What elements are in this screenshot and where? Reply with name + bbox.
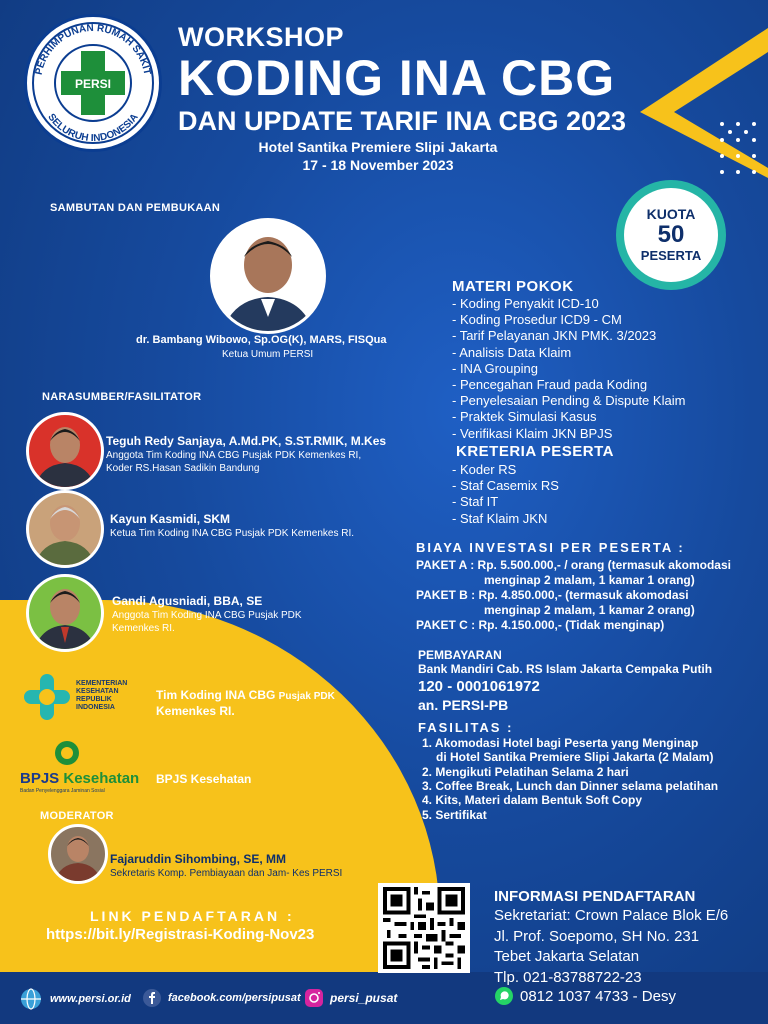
speaker-3-role-line1: Anggota Tim Koding INA CBG Pusjak PDK <box>112 610 302 621</box>
speaker-2-role-line1: Ketua Tim Koding INA CBG Pusjak PDK Kemenkes RI. <box>110 528 354 539</box>
title-sub: DAN UPDATE TARIF INA CBG 2023 <box>178 106 627 136</box>
kriteria-item: - Koder RS <box>452 462 517 477</box>
paket-a-line1: PAKET A : Rp. 5.500.000,- / orang (termasuk akomodasi <box>416 558 731 572</box>
kemenkes-logo-line4: INDONESIA <box>76 704 115 711</box>
instagram-icon <box>304 988 324 1008</box>
info-secretariat: Sekretariat: Crown Palace Blok E/6 <box>494 907 729 924</box>
speaker-1-role-line1: Anggota Tim Koding INA CBG Pusjak PDK Kemenkes RI, <box>106 450 362 461</box>
kemenkes-logo-line2: KESEHATAN <box>76 688 119 695</box>
opening-speaker-role: Ketua Umum PERSI <box>222 349 314 360</box>
pembayaran-bank: Bank Mandiri Cab. RS Islam Jakarta Cempaka Putih <box>418 662 713 676</box>
qr-code[interactable] <box>378 883 470 973</box>
moderator-role: Sekretaris Komp. Pembiayaan dan Jam- Kes PERSI <box>110 868 343 879</box>
materi-item: - Tarif Pelayanan JKN PMK. 3/2023 <box>452 328 657 344</box>
event-dates: 17 - 18 November 2023 <box>302 157 454 173</box>
biaya-heading: BIAYA INVESTASI PER PESERTA : <box>416 540 685 555</box>
kemenkes-logo <box>22 672 72 722</box>
persi-logo <box>24 14 162 152</box>
bpjs-logo-word-a: BPJS <box>20 770 60 787</box>
materi-item: - Analisis Data Klaim <box>452 344 572 360</box>
kriteria-list <box>452 462 559 527</box>
footer-facebook[interactable] <box>142 988 301 1008</box>
info-block <box>494 906 728 988</box>
whatsapp-number: 0812 1037 4733 - Desy <box>520 987 676 1005</box>
speakers-heading: NARASUMBER/FASILITATOR <box>42 391 202 403</box>
opening-speaker-photo <box>210 218 326 334</box>
materi-item: - INA Grouping <box>452 360 538 376</box>
materi-item: - Verifikasi Klaim JKN BPJS <box>452 425 613 441</box>
person-avatar-icon <box>29 577 101 649</box>
logo-center-text: PERSI <box>74 77 112 91</box>
speaker-1-photo <box>26 412 104 490</box>
footer-web-text: www.persi.or.id <box>50 993 131 1005</box>
person-avatar-icon <box>51 827 105 881</box>
yellow-chevron-decoration <box>640 28 768 178</box>
kriteria-item: - Staf Casemix RS <box>452 478 559 494</box>
bpjs-logo-text <box>20 770 139 787</box>
kriteria-item: - Staf Klaim JKN <box>452 510 548 526</box>
footer-instagram[interactable] <box>304 988 397 1008</box>
materi-list <box>452 296 685 442</box>
footer-instagram-text: persi_pusat <box>330 991 398 1005</box>
event-venue-date <box>178 138 578 174</box>
bpjs-name: BPJS Kesehatan <box>156 772 252 786</box>
kemenkes-logo-line3: REPUBLIK <box>76 696 112 703</box>
pembayaran-heading: PEMBAYARAN <box>418 648 502 662</box>
link-heading: LINK PENDAFTARAN : <box>90 908 295 924</box>
fasilitas-item: 1. Akomodasi Hotel bagi Peserta yang Menginap <box>422 736 699 750</box>
materi-item: - Koding Prosedur ICD9 - CM <box>452 312 622 328</box>
title-workshop: WORKSHOP <box>178 22 344 52</box>
speaker-1-role-line2: Koder RS.Hasan Sadikin Bandung <box>106 463 260 474</box>
quota-number: 50 <box>657 221 685 248</box>
materi-item: - Penyelesaian Pending & Dispute Klaim <box>452 393 686 409</box>
bpjs-logo-subtitle: Badan Penyelenggara Jaminan Sosial <box>20 788 105 794</box>
logo-ring-bottom-text: SELURUH INDONESIA <box>45 111 141 145</box>
svg-text:SELURUH INDONESIA <box>45 112 140 144</box>
pembayaran-holder: an. PERSI-PB <box>418 697 509 713</box>
kemenkes-emblem-icon <box>22 672 72 722</box>
fasilitas-item: 3. Coffee Break, Lunch dan Dinner selama pelatihan <box>422 779 719 793</box>
quota-label-top: KUOTA <box>646 206 696 222</box>
pembayaran-account: 120 - 0001061972 <box>418 678 540 695</box>
paket-c-line1: PAKET C : Rp. 4.150.000,- (Tidak menginap) <box>416 618 665 632</box>
info-phone: Tlp. 021-83788722-23 <box>494 968 642 986</box>
event-venue: Hotel Santika Premiere Slipi Jakarta <box>258 139 498 155</box>
person-avatar-icon <box>213 221 323 331</box>
kemenkes-team-name <box>156 688 335 704</box>
footer-web[interactable] <box>20 988 131 1010</box>
kriteria-item: - Staf IT <box>452 494 499 510</box>
materi-heading: MATERI POKOK <box>452 278 574 295</box>
info-city: Tebet Jakarta Selatan <box>494 948 640 965</box>
kriteria-heading: KRETERIA PESERTA <box>456 443 615 460</box>
materi-item: - Koding Penyakit ICD-10 <box>452 296 599 311</box>
kemenkes-team-line2: Kemenkes RI. <box>156 704 235 718</box>
fasilitas-item: 5. Sertifikat <box>422 808 487 822</box>
kemenkes-team-line1b: Pusjak PDK <box>278 691 335 702</box>
facebook-icon <box>142 988 162 1008</box>
opening-heading: SAMBUTAN DAN PEMBUKAAN <box>50 202 221 214</box>
person-avatar-icon <box>29 493 101 565</box>
whatsapp-icon <box>494 986 514 1006</box>
info-whatsapp[interactable] <box>494 986 676 1006</box>
svg-text:PERHIMPUNAN RUMAH SAKIT <box>34 23 153 76</box>
info-street: Jl. Prof. Soepomo, SH No. 231 <box>494 927 700 945</box>
kemenkes-logo-line1: KEMENTERIAN <box>76 680 128 687</box>
speaker-1-name: Teguh Redy Sanjaya, A.Md.PK, S.ST.RMIK, M.Kes <box>106 434 387 448</box>
footer-facebook-text: facebook.com/persipusat <box>168 992 301 1004</box>
bpjs-emblem <box>54 740 80 766</box>
speaker-2-name: Kayun Kasmidi, SKM <box>110 512 231 526</box>
globe-icon <box>20 988 42 1010</box>
speaker-3-role-line2: Kemenkes RI. <box>112 623 175 634</box>
paket-b-line2: menginap 2 malam, 1 kamar 2 orang) <box>484 603 695 617</box>
materi-item: - Pencegahan Fraud pada Koding <box>452 377 648 393</box>
moderator-photo <box>48 824 108 884</box>
person-avatar-icon <box>29 415 101 487</box>
fasilitas-item: 4. Kits, Materi dalam Bentuk Soft Copy <box>422 793 643 807</box>
bpjs-emblem-icon <box>54 740 80 766</box>
opening-speaker-name: dr. Bambang Wibowo, Sp.OG(K), MARS, FISQua <box>136 334 387 346</box>
speaker-3-photo <box>26 574 104 652</box>
speaker-3-name: Gandi Agusniadi, BBA, SE <box>112 594 263 608</box>
qr-code-icon <box>378 883 470 973</box>
fasilitas-item: 2. Mengikuti Pelatihan Selama 2 hari <box>422 765 629 779</box>
moderator-heading: MODERATOR <box>40 810 114 822</box>
info-heading: INFORMASI PENDAFTARAN <box>494 888 696 905</box>
kemenkes-logo-text <box>76 680 127 712</box>
fasilitas-heading: FASILITAS : <box>418 720 514 735</box>
title-main: KODING INA CBG <box>178 50 616 106</box>
moderator-name: Fajaruddin Sihombing, SE, MM <box>110 852 286 866</box>
bpjs-logo-word-b: Kesehatan <box>63 770 140 787</box>
materi-item: - Praktek Simulasi Kasus <box>452 409 597 425</box>
logo-ring-top-text: PERHIMPUNAN RUMAH SAKIT <box>33 22 153 76</box>
kemenkes-team-line1: Tim Koding INA CBG <box>156 688 276 702</box>
paket-b-line1: PAKET B : Rp. 4.850.000,- (termasuk akomodasi <box>416 588 689 602</box>
speaker-2-photo <box>26 490 104 568</box>
quota-label-bottom: PESERTA <box>640 248 702 263</box>
fasilitas-item-cont: di Hotel Santika Premiere Slipi Jakarta (2 Malam) <box>436 750 714 764</box>
registration-link[interactable]: https://bit.ly/Registrasi-Koding-Nov23 <box>46 926 315 943</box>
quota-badge <box>616 180 726 290</box>
paket-a-line2: menginap 2 malam, 1 kamar 1 orang) <box>484 573 695 587</box>
